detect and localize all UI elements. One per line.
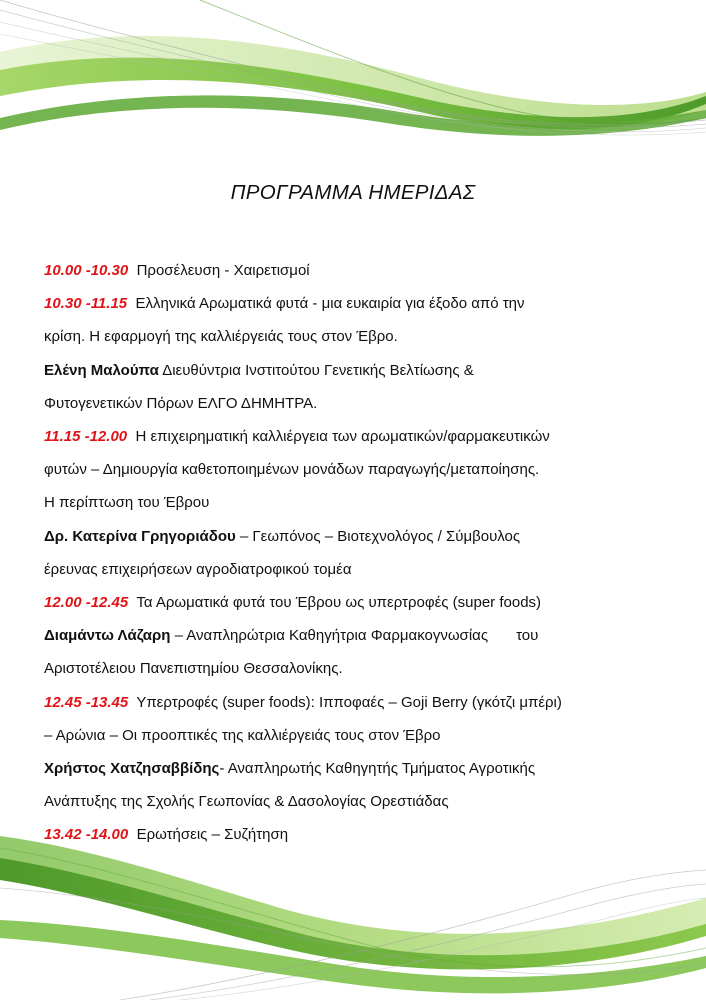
schedule-line: έρευνας επιχειρήσεων αγροδιατροφικού τομέα — [44, 560, 352, 578]
speaker-role: – Αναπληρώτρια Καθηγήτρια Φαρμακογνωσίας — [174, 627, 489, 645]
schedule-line — [44, 420, 664, 453]
schedule-line: Φυτογενετικών Πόρων ΕΛΓΟ ΔΗΜΗΤΡΑ. — [44, 394, 318, 412]
schedule-line: Ανάπτυξης της Σχολής Γεωπονίας & Δασολογίας Ορεστιάδας — [44, 793, 449, 811]
session-text: Η επιχειρηματική καλλιέργεια των αρωματικών/φαρμακευτικών — [135, 428, 550, 446]
speaker-role: – Γεωπόνος – Βιοτεχνολόγος / Σύμβουλος — [239, 527, 521, 545]
speaker-name: Διαμάντω Λάζαρη — [44, 627, 171, 645]
page-title: ΠΡΟΓΡΑΜΜΑ ΗΜΕΡΙΔΑΣ — [230, 181, 476, 204]
speaker-role: - Αναπληρωτής Καθηγητής Τμήματος Αγροτικής — [219, 760, 536, 778]
speaker-name: Δρ. Κατερίνα Γρηγοριάδου — [44, 527, 236, 545]
program-schedule — [44, 254, 664, 852]
schedule-line — [44, 520, 664, 553]
session-time: 11.15 -12.00 — [44, 428, 128, 446]
schedule-line: Η περίπτωση του Έβρου — [44, 494, 210, 512]
schedule-line: – Αρώνια – Οι προοπτικές της καλλιέργειάς τους στον Έβρο — [44, 726, 441, 744]
session-time: 12.45 -13.45 — [44, 693, 129, 711]
speaker-name: Ελένη Μαλούπα — [44, 361, 159, 379]
session-text: Τα Αρωματικά φυτά του Έβρου ως υπερτροφές (super foods) — [136, 594, 542, 612]
schedule-line — [44, 752, 664, 785]
session-time: 12.00 -12.45 — [44, 594, 129, 612]
schedule-line: φυτών – Δημιουργία καθετοποιημένων μονάδων παραγωγής/μεταποίησης. — [44, 461, 540, 479]
schedule-line: Αριστοτέλειου Πανεπιστημίου Θεσσαλονίκης. — [44, 660, 343, 678]
speaker-role-tail: του — [516, 627, 539, 645]
session-text: Υπερτροφές (super foods): Ιπποφαές – Goji Berry (γκότζι μπέρι) — [136, 693, 562, 711]
schedule-line — [44, 686, 664, 719]
schedule-line — [44, 254, 664, 287]
session-text: Ελληνικά Αρωματικά φυτά - μια ευκαιρία για έξοδο από την — [135, 295, 525, 313]
schedule-line — [44, 586, 664, 619]
schedule-line — [44, 619, 664, 652]
bottom-green-wave-decoration — [0, 828, 706, 1000]
top-green-wave-decoration — [0, 0, 706, 150]
schedule-line — [44, 354, 664, 387]
session-text: Ερωτήσεις – Συζήτηση — [136, 826, 289, 844]
session-time: 10.30 -11.15 — [44, 295, 128, 313]
session-text: Προσέλευση - Χαιρετισμοί — [136, 262, 310, 279]
speaker-role: Διευθύντρια Ινστιτούτου Γενετικής Βελτίωσης & — [162, 361, 474, 379]
schedule-line — [44, 287, 664, 320]
speaker-name: Χρήστος Χατζησαββίδης — [44, 760, 220, 778]
schedule-line: κρίση. Η εφαρμογή της καλλιέργειάς τους στον Έβρο. — [44, 328, 398, 346]
session-time: 13.42 -14.00 — [44, 826, 129, 844]
session-time: 10.00 -10.30 — [44, 262, 129, 279]
